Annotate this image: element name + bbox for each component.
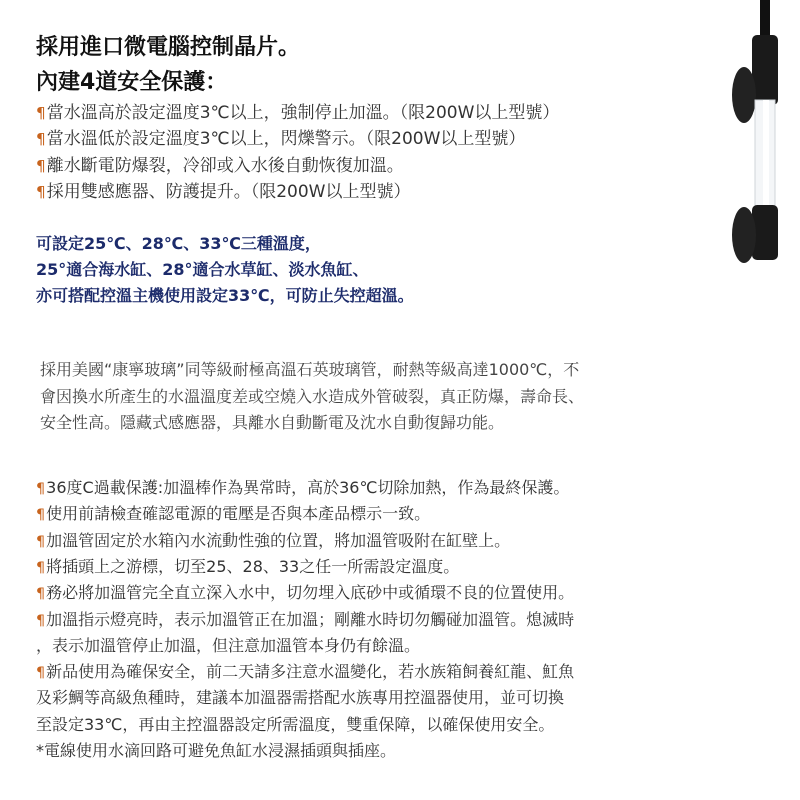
usage-line (36, 743, 396, 759)
glass-paragraph-line (40, 362, 579, 378)
line-text: 安全性高。隱藏式感應器，具離水自動斷電及沈水自動復歸功能。 (40, 413, 505, 432)
line-text: 亦可搭配控溫主機使用設定33℃，可防止失控超溫。 (36, 286, 414, 305)
pilcrow-bullet-icon: ¶ (36, 665, 46, 682)
line-text: ，表示加溫管停止加溫，但注意加溫管本身仍有餘溫。 (36, 635, 421, 655)
pilcrow-bullet-icon: ¶ (36, 130, 46, 149)
line-text: 採用雙感應器、防護提升。（限200W以上型號） (46, 181, 411, 202)
heading-protection: 內建4道安全保護： (36, 70, 228, 95)
temperature-line (36, 262, 369, 278)
temperature-line (36, 236, 321, 252)
line-text: 加溫管固定於水箱內水流動性強的位置，將加溫管吸附在缸壁上。 (46, 530, 511, 550)
line-text: 及彩鯛等高級魚種時，建議本加溫器需搭配水族專用控溫器使用，並可切換 (36, 688, 565, 708)
line-text: 會因換水所產生的水溫溫度差或空燒入水造成外管破裂，真正防爆，壽命長、 (40, 386, 585, 406)
pilcrow-bullet-icon: ¶ (36, 533, 46, 550)
pilcrow-bullet-icon: ¶ (36, 481, 46, 497)
usage-line (36, 635, 421, 655)
usage-line (36, 609, 575, 629)
pilcrow-bullet-icon: ¶ (36, 182, 46, 201)
glass-paragraph-line (40, 415, 504, 431)
temperature-line (36, 288, 414, 304)
glass-paragraph-line (40, 386, 585, 406)
line-text: 36度C過載保護:加溫棒作為異常時，高於36℃切除加熱，作為最終保護。 (46, 478, 570, 497)
line-text: 加溫指示燈亮時，表示加溫管正在加溫；剛離水時切勿觸碰加溫管。熄滅時 (46, 609, 575, 629)
pilcrow-bullet-icon: ¶ (36, 559, 46, 576)
line-text: *電線使用水滴回路可避免魚缸水浸濕插頭與插座。 (36, 741, 397, 760)
usage-line (36, 530, 511, 550)
usage-line (36, 556, 460, 576)
line-text: 25°適合海水缸、28°適合水草缸、淡水魚缸、 (36, 260, 369, 279)
line-text: 至設定33℃，再由主控溫器設定所需溫度，雙重保障，以確保使用安全。 (36, 714, 555, 734)
line-text: 新品使用為確保安全，前二天請多注意水溫變化，若水族箱飼養紅龍、魟魚 (46, 662, 575, 682)
pilcrow-bullet-icon: ¶ (36, 507, 46, 524)
usage-line (36, 480, 569, 496)
line-text: 當水溫高於設定溫度3℃以上，強制停止加溫。（限200W以上型號） (46, 103, 560, 123)
line-text: 離水斷電防爆裂，冷卻或入水後自動恢復加溫。 (46, 155, 404, 176)
safety-item (36, 131, 525, 148)
safety-item (36, 155, 404, 176)
line-text: 使用前請檢查確認電源的電壓是否與本產品標示一致。 (46, 504, 431, 524)
usage-line (36, 506, 430, 522)
pilcrow-bullet-icon: ¶ (36, 612, 46, 629)
usage-line (36, 690, 564, 706)
usage-line (36, 664, 574, 680)
line-text: 採用美國“康寧玻璃”同等級耐極高溫石英玻璃管，耐熱等級高達1000℃，不 (40, 360, 580, 379)
line-text: 當水溫低於設定溫度3℃以上，閃爍警示。（限200W以上型號） (46, 129, 526, 150)
heading-chip: 採用進口微電腦控制晶片。 (36, 35, 301, 60)
safety-item (36, 105, 559, 122)
usage-line (36, 714, 555, 734)
line-text: 將插頭上之游標，切至25、28、33之任一所需設定溫度。 (46, 556, 460, 576)
pilcrow-bullet-icon: ¶ (36, 586, 46, 603)
line-text: 務必將加溫管完全直立深入水中，切勿埋入底砂中或循環不良的位置使用。 (46, 583, 575, 603)
pilcrow-bullet-icon: ¶ (36, 104, 46, 122)
line-text: 可設定25℃、28℃、33℃三種溫度， (36, 234, 321, 253)
heater-product-image (730, 0, 800, 270)
usage-line (36, 585, 574, 601)
safety-item (36, 181, 411, 202)
pilcrow-bullet-icon: ¶ (36, 156, 46, 175)
